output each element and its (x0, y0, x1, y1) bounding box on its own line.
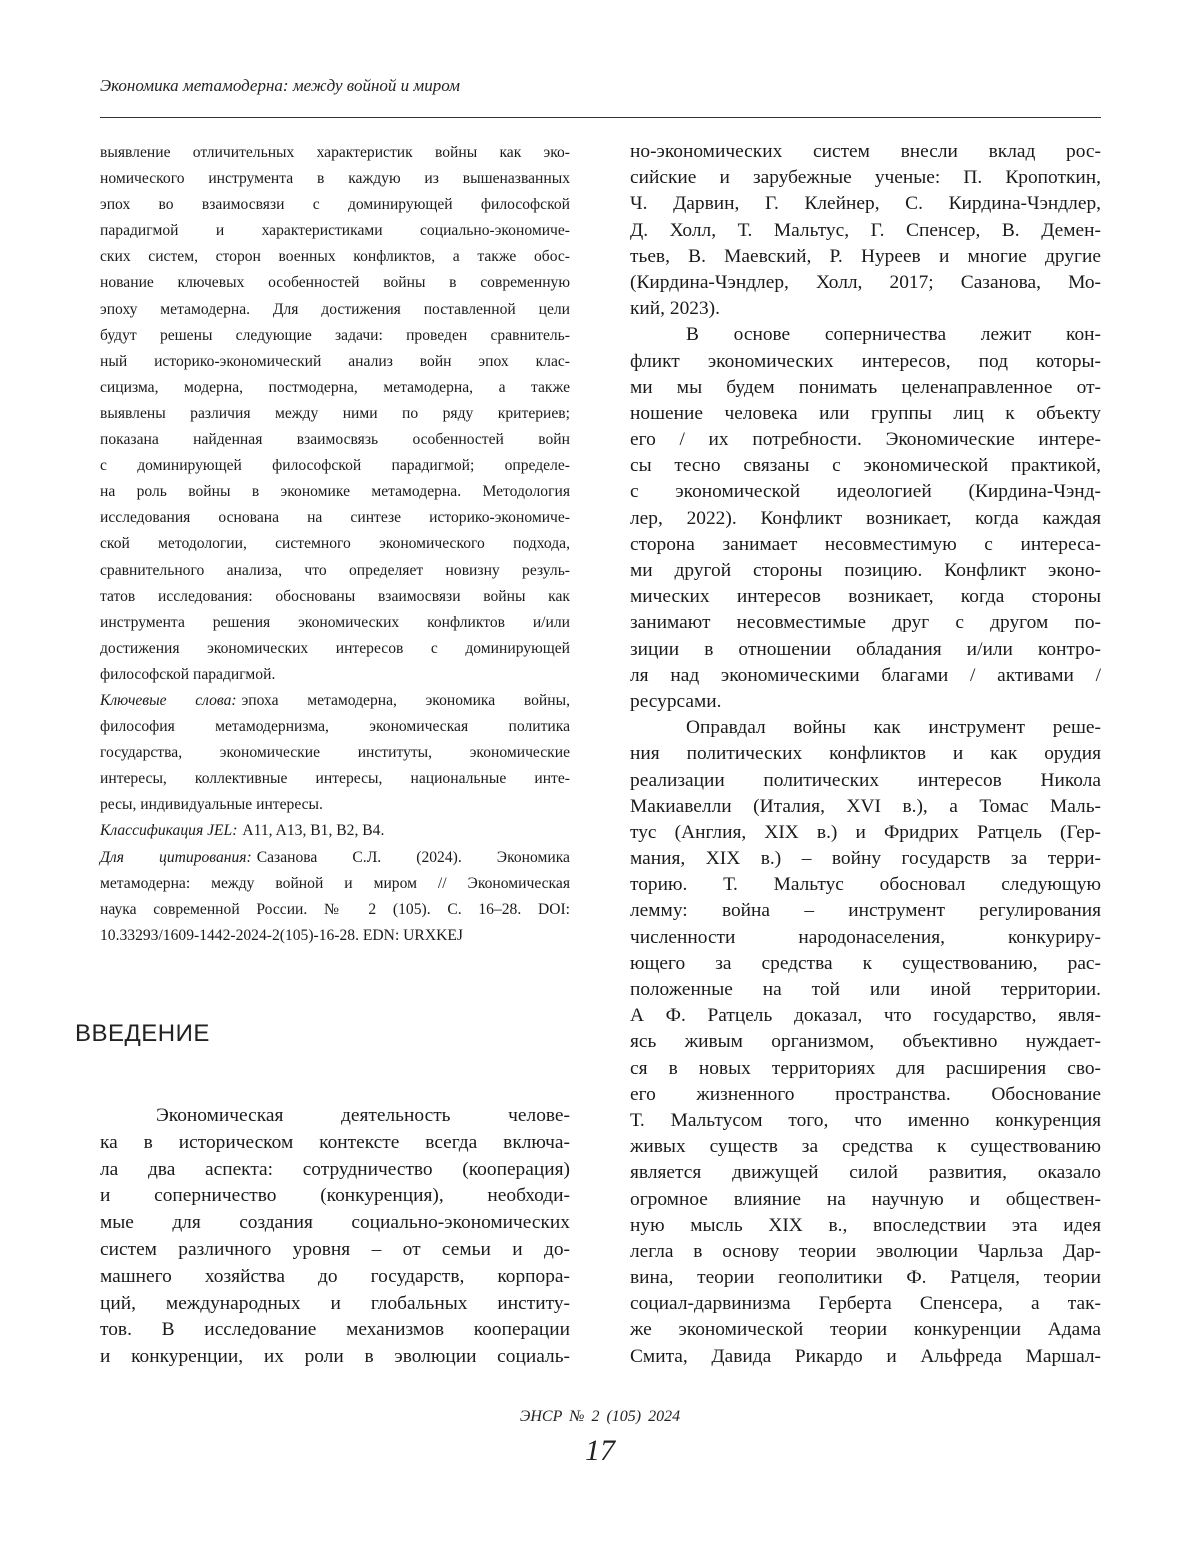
text-line: А Ф. Ратцель доказал, что государство, явля- (630, 1003, 1101, 1029)
text-line: Ч. Дарвин, Г. Клейнер, С. Кирдина-Чэндлер, (630, 191, 1101, 217)
text-line: зиции в отношении обладания и/или контро- (630, 637, 1101, 663)
jel-label: Классификация JEL: (100, 822, 237, 839)
text-line: исследования основана на синтезе историко-экономиче- (100, 505, 570, 531)
text-line: и соперничество (конкуренция), необходи- (100, 1183, 570, 1210)
text-line: ющего за средства к существованию, рас- (630, 951, 1101, 977)
text-line: эпоху метамодерна. Для достижения поставленной цели (100, 297, 570, 323)
text-line: (Кирдина-Чэндлер, Холл, 2017; Сазанова, Мо- (630, 270, 1101, 296)
abstract-column (100, 140, 570, 949)
text-line: Оправдал войны как инструмент реше- (630, 715, 1101, 741)
text-line: вина, теории геополитики Ф. Ратцеля, теории (630, 1265, 1101, 1291)
header-rule (100, 117, 1101, 118)
text-line: торию. Т. Мальтус обосновал следующую (630, 872, 1101, 898)
text-line: выявлены различия между ними по ряду критериев; (100, 401, 570, 427)
text-line (100, 688, 570, 714)
text-line: В основе соперничества лежит кон- (630, 322, 1101, 348)
text-line: систем различного уровня – от семьи и до- (100, 1237, 570, 1264)
text-line: с экономической идеологией (Кирдина-Чэнд- (630, 479, 1101, 505)
text-line: ми мы будем понимать целенаправленное от- (630, 375, 1101, 401)
jel-classification (100, 818, 570, 844)
text-line: ми другой стороны позицию. Конфликт эконо- (630, 558, 1101, 584)
text-line: положенные на той или иной территории. (630, 977, 1101, 1003)
text-line: нование ключевых особенностей войны в современную (100, 270, 570, 296)
text-line: выявление отличительных характеристик войны как эко- (100, 140, 570, 166)
abstract-text (100, 140, 570, 688)
text-line: метамодерна: между войной и миром // Экономическая (100, 871, 570, 897)
text-line: ный историко-экономический анализ войн эпох клас- (100, 349, 570, 375)
text-line: тус (Англия, XIX в.) и Фридрих Ратцель (Гер- (630, 820, 1101, 846)
text-line: государства, экономические институты, экономические (100, 740, 570, 766)
footer-journal-info: ЭНСР № 2 (105) 2024 (0, 1408, 1200, 1426)
text-line: ла два аспекта: сотрудничество (кооперация) (100, 1157, 570, 1184)
text-line: тов. В исследование механизмов кооперации (100, 1317, 570, 1344)
text-line: Д. Холл, Т. Мальтус, Г. Спенсер, В. Демен- (630, 218, 1101, 244)
text-line: мые для создания социально-экономических (100, 1210, 570, 1237)
running-header: Экономика метамодерна: между войной и миром (100, 76, 460, 96)
text-line: кий, 2023). (630, 296, 1101, 322)
paragraph (630, 715, 1101, 1370)
text-line: сы тесно связаны с экономической практикой, (630, 453, 1101, 479)
keywords (100, 688, 570, 818)
text-line: его жизненного пространства. Обоснование (630, 1082, 1101, 1108)
text-line: мических интересов возникает, когда стороны (630, 584, 1101, 610)
text-line: сравнительного анализа, что определяет новизну резуль- (100, 558, 570, 584)
text-line: парадигмой и характеристиками социально-экономиче- (100, 218, 570, 244)
text-line: с доминирующей философской парадигмой; определе- (100, 453, 570, 479)
text-line: является движущей силой развития, оказало (630, 1160, 1101, 1186)
text-line: тьев, В. Маевский, Р. Нуреев и многие другие (630, 244, 1101, 270)
text-line: ресурсами. (630, 689, 1101, 715)
text-line: ся в новых территориях для расширения сво- (630, 1056, 1101, 1082)
citation-label: Для цитирования: (100, 849, 252, 866)
text-line: ресы, индивидуальные интересы. (100, 792, 570, 818)
text-line: ную мысль XIX в., впоследствии эта идея (630, 1213, 1101, 1239)
text-line: социал-дарвинизма Герберта Спенсера, а так- (630, 1291, 1101, 1317)
text-line: его / их потребности. Экономические интере- (630, 427, 1101, 453)
keywords-label: Ключевые слова: (100, 692, 237, 709)
text-line: номического инструмента в каждую из вышеназванных (100, 166, 570, 192)
text-line: 10.33293/1609-1442-2024-2(105)-16-28. EDN: URXKEJ (100, 923, 570, 949)
text-line (100, 845, 570, 871)
page-number: 17 (0, 1434, 1200, 1468)
text-line: фликт экономических интересов, под которы- (630, 349, 1101, 375)
text-line: на роль войны в экономике метамодерна. Методология (100, 479, 570, 505)
text-line: машнего хозяйства до государств, корпора- (100, 1264, 570, 1291)
text-line: будут решены следующие задачи: проведен сравнитель- (100, 323, 570, 349)
text-line: Смита, Давида Рикардо и Альфреда Маршал- (630, 1344, 1101, 1370)
text-line: мания, XIX в.) – войну государств за терри- (630, 846, 1101, 872)
text-line: наука современной России. № 2 (105). С. 16–28. DOI: (100, 897, 570, 923)
text-line: же экономической теории конкуренции Адама (630, 1317, 1101, 1343)
text-line: ций, международных и глобальных институ- (100, 1291, 570, 1318)
text-line: огромное влияние на научную и обществен- (630, 1187, 1101, 1213)
intro-paragraph (100, 1103, 570, 1371)
text-line: ношение человека или группы лиц к объекту (630, 401, 1101, 427)
text-line: сийские и зарубежные ученые: П. Кропоткин, (630, 165, 1101, 191)
text-line: эпох во взаимосвязи с доминирующей философской (100, 192, 570, 218)
text-line: и конкуренции, их роли в эволюции социаль- (100, 1344, 570, 1371)
text-line: достижения экономических интересов с доминирующей (100, 636, 570, 662)
text-line: философской парадигмой. (100, 662, 570, 688)
text-line: ля над экономическими благами / активами / (630, 663, 1101, 689)
text-line: численности народонаселения, конкуриру- (630, 925, 1101, 951)
text-line: Макиавелли (Италия, XVI в.), а Томас Маль- (630, 794, 1101, 820)
text-line: но-экономических систем внесли вклад рос- (630, 139, 1101, 165)
text-line: живых существ за средства к существованию (630, 1134, 1101, 1160)
text-line: ской методологии, системного экономического подхода, (100, 531, 570, 557)
text-line: Экономическая деятельность челове- (100, 1103, 570, 1130)
text-line: занимают несовместимые друг с другом по- (630, 610, 1101, 636)
text-line: реализации политических интересов Никола (630, 768, 1101, 794)
citation (100, 845, 570, 949)
text-line: татов исследования: обоснованы взаимосвязи войны как (100, 584, 570, 610)
paragraph (630, 322, 1101, 715)
section-heading: ВВЕДЕНИЕ (75, 1020, 210, 1048)
text-line: лер, 2022). Конфликт возникает, когда каждая (630, 506, 1101, 532)
text-line: ния политических конфликтов и как орудия (630, 741, 1101, 767)
text-line: философия метамодернизма, экономическая политика (100, 714, 570, 740)
paragraph (630, 139, 1101, 322)
text-line: ских систем, сторон военных конфликтов, а также обос- (100, 244, 570, 270)
jel-codes: A11, A13, B1, B2, B4. (242, 822, 384, 839)
text-line: сицизма, модерна, постмодерна, метамодерна, а также (100, 375, 570, 401)
text-line: ясь живым организмом, объективно нуждает- (630, 1029, 1101, 1055)
text-line: ка в историческом контексте всегда включа- (100, 1130, 570, 1157)
text-line: сторона занимает несовместимую с интереса- (630, 532, 1101, 558)
right-column (630, 139, 1101, 1370)
citation-text: Сазанова С.Л. (2024). Экономика (257, 849, 570, 866)
text-line: показана найденная взаимосвязь особенностей войн (100, 427, 570, 453)
text-line: легла в основу теории эволюции Чарльза Дар- (630, 1239, 1101, 1265)
keywords-text: эпоха метамодерна, экономика войны, (242, 692, 570, 709)
text-line: инструмента решения экономических конфликтов и/или (100, 610, 570, 636)
text-line: лемму: война – инструмент регулирования (630, 898, 1101, 924)
text-line: Т. Мальтусом того, что именно конкуренция (630, 1108, 1101, 1134)
text-line: интересы, коллективные интересы, национальные инте- (100, 766, 570, 792)
